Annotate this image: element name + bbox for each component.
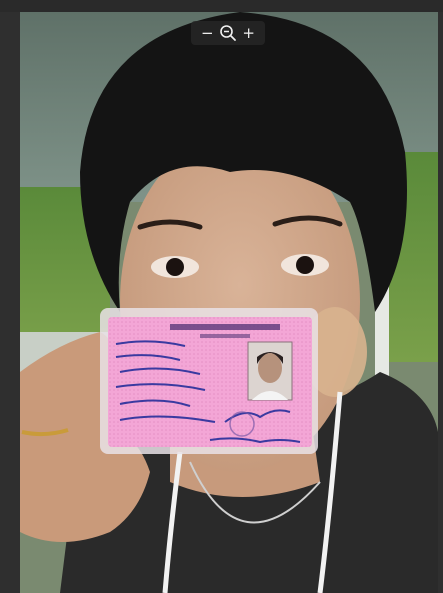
card-header-sub [200,334,250,338]
viewer-right-gutter [438,12,443,593]
zoom-reset-button[interactable] [219,24,237,42]
photo-illustration [20,12,438,593]
viewer-top-bar [0,0,443,12]
zoom-toolbar [191,21,265,45]
photo-canvas [20,12,438,593]
pupil-right [296,256,314,274]
magnifier-minus-icon [219,24,237,42]
zoom-out-button[interactable]: − [198,24,216,42]
viewer-left-gutter [0,12,20,593]
card-header-text [170,324,280,330]
pupil-left [166,258,184,276]
zoom-in-button[interactable]: + [240,24,258,42]
